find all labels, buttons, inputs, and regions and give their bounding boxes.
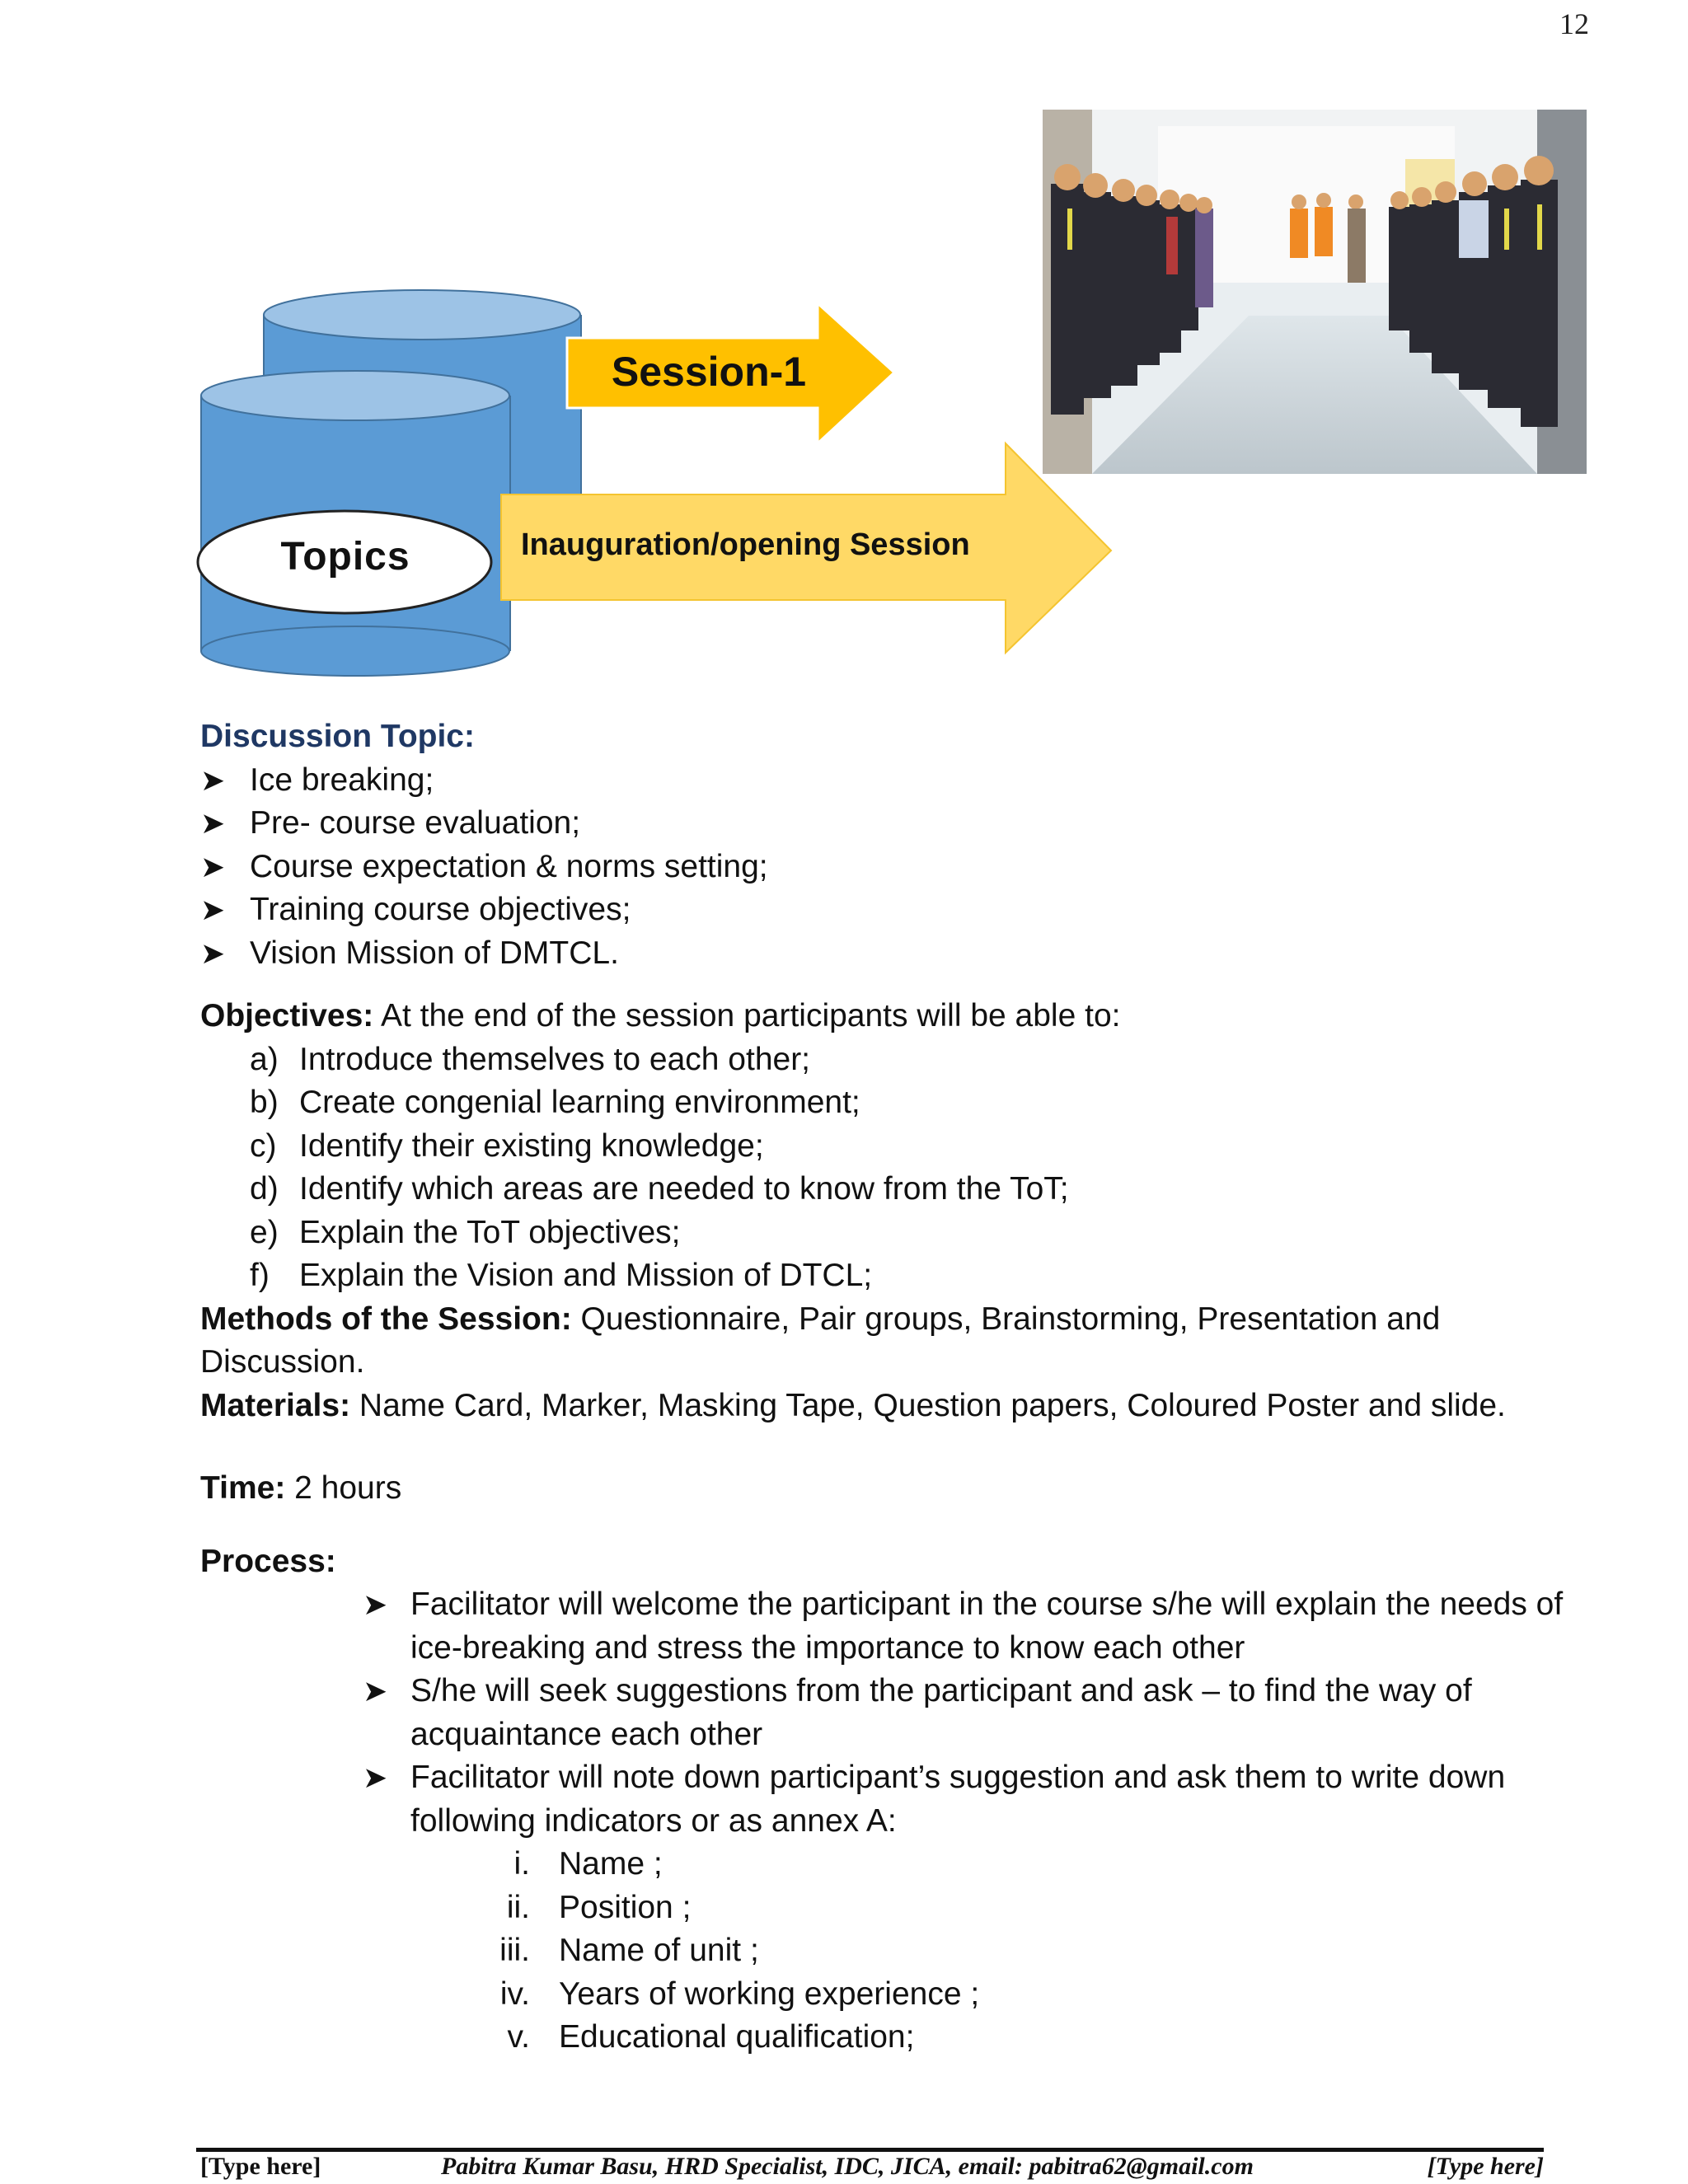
arrow-bullet-icon: ➤ bbox=[200, 893, 226, 926]
discussion-heading: Discussion Topic: bbox=[200, 719, 475, 754]
list-item: ii. Position ; bbox=[506, 1889, 692, 1925]
list-item: d) Identify which areas are needed to know from the ToT; bbox=[250, 1171, 1069, 1207]
materials-paragraph: Materials: Name Card, Marker, Masking Tape, Question papers, Coloured Poster and slide. bbox=[200, 1387, 1506, 1423]
list-item: i. Name ; bbox=[513, 1846, 663, 1882]
footer-right: [Type here] bbox=[1427, 2153, 1544, 2180]
footer-divider bbox=[196, 2148, 1544, 2152]
list-item: ➤ Training course objectives; bbox=[200, 888, 1568, 932]
list-item: c) Identify their existing knowledge; bbox=[250, 1127, 764, 1164]
session-content bbox=[200, 715, 1568, 2060]
list-item: ➤ S/he will seek suggestions from the participant and ask – to find the way of acquaintance each other bbox=[200, 1670, 1568, 1756]
list-item: ➤ Facilitator will note down participant’s suggestion and ask them to write down following indicators or as annex A: bbox=[200, 1756, 1568, 1843]
arrow-bullet-icon: ➤ bbox=[200, 806, 226, 840]
topic-title: Inauguration/opening Session bbox=[521, 527, 970, 562]
time-paragraph: Time: 2 hours bbox=[200, 1470, 402, 1506]
list-item: b) Create congenial learning environment; bbox=[250, 1085, 860, 1120]
arrow-bullet-icon: ➤ bbox=[200, 849, 226, 883]
list-item: a) Introduce themselves to each other; bbox=[250, 1041, 811, 1077]
process-heading: Process: bbox=[200, 1543, 336, 1579]
arrow-bullet-icon: ➤ bbox=[200, 935, 226, 970]
session-diagram bbox=[190, 288, 1137, 701]
list-item: iv. Years of working experience ; bbox=[499, 1975, 980, 2012]
list-item: iii. Name of unit ; bbox=[499, 1933, 759, 1968]
objectives-intro: Objectives: At the end of the session participants will be able to: bbox=[200, 998, 1121, 1033]
list-item: f) Explain the Vision and Mission of DTCL; bbox=[250, 1258, 873, 1293]
group-icebreaking-photo bbox=[1043, 110, 1587, 474]
footer-author: Pabitra Kumar Basu, HRD Specialist, IDC, JICA, email: pabitra62@gmail.com bbox=[441, 2153, 1254, 2180]
list-item: ➤ Pre- course evaluation; bbox=[200, 802, 1568, 846]
methods-paragraph: Methods of the Session: Questionnaire, Pair groups, Brainstorming, Presentation and Discussion. bbox=[200, 1301, 1441, 1380]
list-item: v. Educational qualification; bbox=[507, 2019, 915, 2055]
arrow-bullet-icon: ➤ bbox=[363, 1587, 388, 1621]
arrow-bullet-icon: ➤ bbox=[200, 762, 226, 797]
footer-left: [Type here] bbox=[200, 2153, 321, 2180]
page-number: 12 bbox=[1559, 7, 1589, 40]
list-item: ➤ Facilitator will welcome the participant in the course s/he will explain the needs of ice-breaking and stress the importance to know each other bbox=[200, 1583, 1568, 1670]
list-item: ➤ Ice breaking; bbox=[200, 759, 1568, 803]
session-label: Session-1 bbox=[611, 349, 807, 395]
arrow-bullet-icon: ➤ bbox=[363, 1674, 388, 1708]
topics-label: Topics bbox=[280, 535, 410, 579]
list-item: e) Explain the ToT objectives; bbox=[250, 1214, 681, 1250]
list-item: ➤ Course expectation & norms setting; bbox=[200, 846, 1568, 889]
list-item: ➤ Vision Mission of DMTCL. bbox=[200, 932, 1568, 976]
page-footer bbox=[200, 2153, 1544, 2181]
arrow-bullet-icon: ➤ bbox=[363, 1760, 388, 1794]
